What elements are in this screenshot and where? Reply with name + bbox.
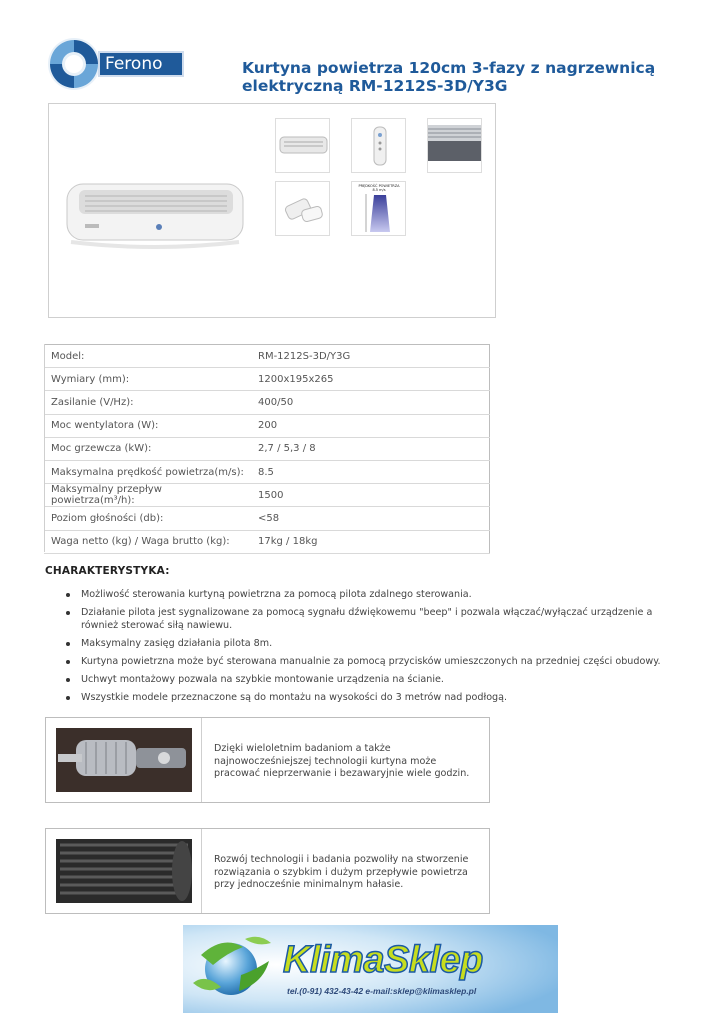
spec-label: Waga netto (kg) / Waga brutto (kg): [44,530,251,553]
air-curtain-grille-icon [428,119,482,173]
spec-row [44,530,490,553]
spec-label: Moc grzewcza (kW): [44,437,251,460]
ferono-swirl-icon [46,36,102,92]
spec-value: RM-1212S-3D/Y3G [251,345,490,368]
thumb-air-curtain-front[interactable] [275,118,330,173]
characteristic-item: Kurtyna powietrzna może być sterowana manualnie za pomocą przycisków umieszczonych na przedniej części obudowy. [64,656,679,669]
airflow-chart-title: PRĘDKOŚĆ POWIETRZA [358,184,400,188]
airflow-chart-icon [352,182,406,236]
spec-value: 1200x195x265 [251,368,490,391]
spec-row [44,414,490,437]
klimasklep-banner[interactable] [183,925,558,1013]
motor-photo [46,718,202,802]
spec-value: 8.5 [251,460,490,483]
spec-row [44,460,490,483]
spec-row [44,391,490,414]
characteristic-item: Możliwość sterowania kurtyną powietrzna za pomocą pilota zdalnego sterowania. [64,589,679,602]
spec-label: Zasilanie (V/Hz): [44,391,251,414]
spec-row [44,368,490,391]
spec-value: 200 [251,414,490,437]
spec-value: 2,7 / 5,3 / 8 [251,437,490,460]
air-curtain-front-icon [276,119,330,173]
klimasklep-logo-part2: Sklep [383,939,483,981]
characteristic-item: Maksymalny zasięg działania pilota 8m. [64,638,679,651]
spec-row [44,345,490,368]
characteristics-heading: CHARAKTERYSTYKA: [45,565,170,577]
spec-row [44,507,490,530]
air-curtain-unit-icon [59,124,249,274]
characteristics-list [64,589,679,710]
ferono-logo [46,36,186,92]
characteristic-item: Wszystkie modele przeznaczone są do montażu na wysokości do 3 metrów nad podłogą. [64,692,679,705]
spec-label: Model: [44,345,251,368]
feature-box-motor [45,717,490,803]
specifications-table [44,344,490,554]
remote-control-angle-icon [276,182,330,236]
fan-rotor-photo-icon [46,829,202,913]
fan-rotor-photo [46,829,202,913]
spec-row [44,437,490,460]
spec-label: Maksymalna prędkość powietrza(m/s): [44,460,251,483]
logo-wordmark [98,51,184,77]
characteristic-item: Działanie pilota jest sygnalizowane za pomocą sygnału dźwiękowemu "beep" i pozwala włączać/wyłączać urządzenie a również sterować siłą nawiewu. [64,607,679,632]
thumb-remote-control-angle[interactable] [275,181,330,236]
spec-label: Moc wentylatora (W): [44,414,251,437]
spec-value: 1500 [251,484,490,507]
spec-value: 17kg / 18kg [251,530,490,553]
thumb-remote-control[interactable] [351,118,406,173]
airflow-chart-subtitle: 8.5 m/s [372,188,386,192]
main-product-image[interactable] [59,124,249,274]
feature-box-motor-text: Dzięki wieloletnim badaniom a także najnowocześniejszej technologii kurtyna może pracować nieprzerwanie i bezawaryjnie wiele godzin. [214,743,470,779]
characteristic-item: Uchwyt montażowy pozwala na szybkie montowanie urządzenia na ścianie. [64,674,679,687]
remote-control-icon [352,119,406,173]
banner-contact: tel.(0-91) 432-43-42 e-mail:sklep@klimasklep.pl [287,986,477,996]
spec-value: 400/50 [251,391,490,414]
logo-text: Ferono [105,54,163,74]
product-title: Kurtyna powietrza 120cm 3-fazy z nagrzewnicą elektryczną RM-1212S-3D/Y3G [242,59,656,95]
klimasklep-logo [283,939,483,982]
spec-value: <58 [251,507,490,530]
spec-label: Wymiary (mm): [44,368,251,391]
feature-box-rotor-text: Rozwój technologii i badania pozwoliły na stworzenie rozwiązania o szybkim i dużym przepływie powietrza przy jednocześnie minimalnym hałasie. [214,854,469,890]
spec-row [44,484,490,507]
thumb-air-curtain-grille[interactable] [427,118,482,173]
feature-box-rotor [45,828,490,914]
thumb-airflow-chart[interactable] [351,181,406,236]
spec-label: Poziom głośności (db): [44,507,251,530]
motor-photo-icon [46,718,202,802]
klimasklep-logo-part1: Klima [283,939,384,981]
spec-label: Maksymalny przepływ powietrza(m³/h): [44,484,251,507]
product-gallery [48,103,496,318]
